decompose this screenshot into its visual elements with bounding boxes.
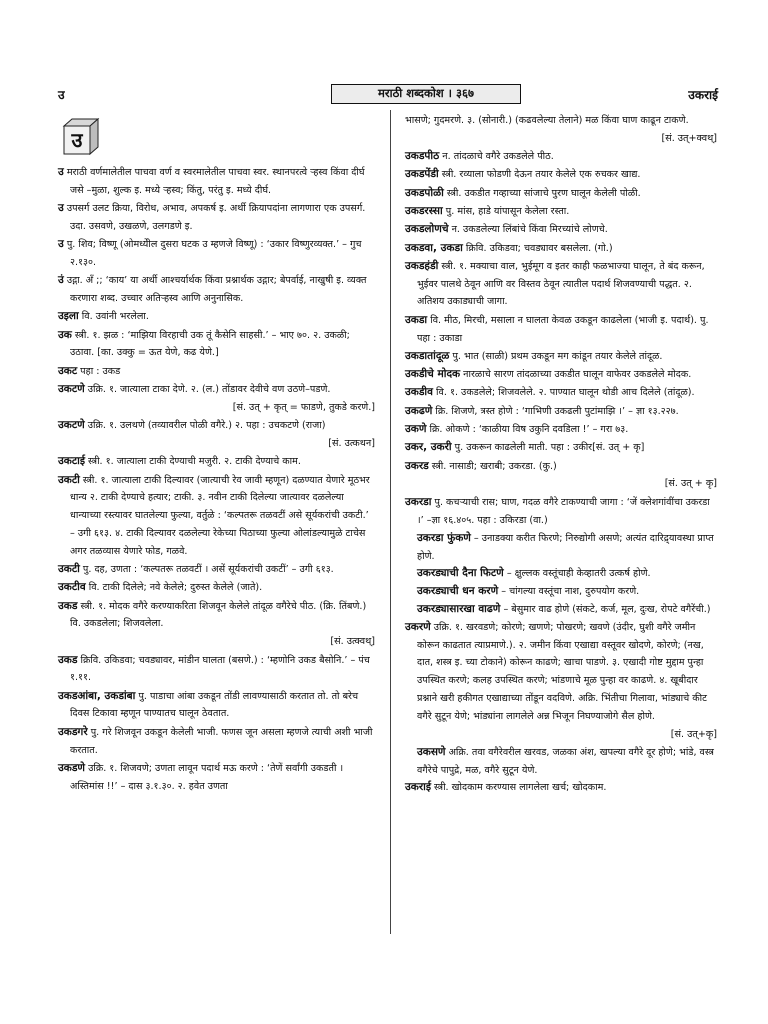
headword: उ	[58, 166, 64, 178]
header-title-box: मराठी शब्दकोश । ३६७	[331, 84, 521, 104]
dictionary-entry	[58, 472, 375, 561]
headword: उकटणे	[58, 419, 85, 432]
definition: पहा : उकड	[77, 365, 121, 377]
letter-cube-icon	[60, 116, 100, 156]
headword: उ	[58, 202, 64, 215]
definition: न. उकडलेल्या लिंबांचे किंवा मिरच्यांचे लोणचे.	[448, 224, 608, 236]
header-letter: उ	[58, 88, 65, 102]
headword: उ	[58, 238, 64, 251]
dictionary-subentry	[405, 583, 717, 601]
definition: स्त्री. १. जात्याला टाकी देण्याची मजुरी. २. टाकी देण्याचे काम.	[85, 456, 301, 468]
definition: वि. टाकी दिलेले; नवे केलेले; दुरुस्त केलेले (जाते).	[85, 582, 263, 594]
headword: उकडपेंडी	[405, 168, 439, 181]
dictionary-entry	[58, 236, 375, 272]
definition: – बेसुमार वाढ होणे (संकटे, कर्ज, मूल, दुःख, रोपटे वगैरेंची.)	[500, 604, 711, 616]
dictionary-entry	[58, 561, 375, 579]
headword: उकरडा	[405, 495, 432, 508]
dictionary-subentry	[405, 601, 717, 619]
left-column	[58, 164, 375, 796]
headword: उकडीचे मोदक	[405, 368, 461, 381]
dictionary-entry	[58, 453, 375, 471]
dictionary-entry	[405, 384, 717, 402]
definition: स्त्री. रव्याला फोडणी देऊन तयार केलेले एक रुचकर खाद्य.	[438, 169, 641, 181]
definition: उक्रि. १. उलथणे (तव्यावरील पोळी वगैरे.) २. पहा : उचकटणे (राजा)	[84, 420, 326, 432]
dictionary-subentry	[405, 565, 717, 583]
dictionary-subentry	[405, 530, 717, 566]
definition: अक्रि. तवा वगैरेवरील खरवड, जळका अंश, खपल्या वगैरे दूर होणे; भांडे, वस्त्र वगैरेचे पापुद्रे, मळ, वगैरे सुटून येणे.	[417, 746, 714, 776]
dictionary-entry	[405, 221, 717, 239]
definition: वि. १. उकडलेले; शिजवलेले. २. पाण्यात घालून थोडी आच दिलेले (तांदूळ).	[433, 387, 695, 399]
definition: उद्गा. अँ ;; ‘काय’ या अर्थी आश्चर्यार्थक किंवा प्रश्नार्थक उद्गार; बेपर्वाई, नाखुषी इ. व्यक्त करणारा शब्द. उच्चार अतिऱ्हस्व आणि अनुनासिक.	[63, 275, 367, 305]
headword: उकडवा, उकडा	[405, 241, 463, 254]
definition: स्त्री. खोदकाम करण्यास लागलेला खर्च; खोदकाम.	[431, 782, 607, 794]
dictionary-entry	[405, 240, 717, 258]
dictionary-entry	[58, 417, 375, 453]
headword: उकडगरे	[58, 725, 88, 738]
right-column	[405, 112, 717, 798]
headword: उकडहंडी	[405, 259, 439, 272]
headword: उकडा	[405, 313, 428, 326]
definition: – क्षुल्लक वस्तूंचाही केव्हातरी उत्कर्ष होणे.	[503, 568, 651, 580]
dictionary-entry	[405, 619, 717, 744]
definition: पु. मांस, हाडे यांपासून केलेला रस्ता.	[442, 205, 570, 217]
headword: उकटीव	[58, 581, 86, 594]
dictionary-entry	[405, 185, 717, 203]
column-divider	[390, 110, 391, 934]
definition: न. तांदळाचे वगैरे उकडलेले पीठ.	[439, 151, 554, 163]
definition: – उनाडक्या करीत फिरणे; निरुद्योगी असणे; अत्यंत दारिद्र्यावस्था प्राप्त होणे.	[417, 532, 714, 562]
definition: क्रिवि. उकिडवा; चवड्यावर, मांडीन घालता (बसणे.) : ‘म्हणोनि उकड बैसोनि.’ – पंच १.११.	[70, 654, 370, 684]
headword: उकटी	[58, 473, 80, 486]
etymology: [सं. उत् + कृ]	[664, 478, 717, 490]
headword: उं	[58, 274, 64, 287]
definition: नारळाचे सारण तांदळाच्या उकडीत घालून वाफेवर उकडलेले मोदक.	[460, 369, 692, 381]
dictionary-entry	[405, 366, 717, 384]
headword: उकढणे	[405, 404, 433, 417]
definition: पु. दह, उणता : ‘कल्पतरू तळवटीं । असें सूर्यकरांची उकटीं’ – उगी ६१३.	[79, 564, 334, 576]
headword: उकडणे	[58, 761, 86, 774]
definition: स्त्री. उकडीत गव्हाच्या सांजाचे पुरण घालून केलेली पोळी.	[443, 187, 641, 199]
headword: उकरडा फुंकणे	[417, 531, 471, 544]
definition: स्त्री. १. मक्याचा वाल, भुईमूग व इतर काही फळभाज्या घालून, ते बंद करून, भुईवर पालथे ठेवून आणि वर विस्तव ठेवून त्यातील पदार्थ शिजवण्याची पद्धत. २. अतिशय उकाड्याची जागा.	[417, 260, 705, 308]
page-header	[58, 84, 718, 104]
definition: पु. गरे शिजवून उकडून केलेली भाजी. फणस जून असला म्हणजे त्याची अशी भाजी करतात.	[70, 726, 373, 756]
headword: उकरड	[405, 459, 429, 472]
dictionary-entry	[58, 652, 375, 688]
definition: भासणे; गुदमरणे. ३. (सोनारी.) (कढवलेल्या तेलाने) मळ किंवा घाण काढून टाकणे.	[405, 115, 689, 126]
definition: उक्रि. १. जात्याला टाका देणे. २. (ल.) तोंडावर देवीचे वण उठणे–पडणे.	[84, 384, 331, 396]
dictionary-entry	[58, 598, 375, 651]
dictionary-entry	[58, 688, 375, 724]
headword: उकडातांदूळ	[405, 349, 450, 362]
headword: उक	[58, 328, 72, 341]
definition: स्त्री. १. मोदक वगैरे करण्याकरिता शिजवून केलेले तांदूळ वगैरेचे पीठ. (क्रि. तिंबणे.) वि. उकडलेला; शिजवलेला.	[70, 600, 367, 630]
etymology: [सं. उत्कथन]	[328, 437, 375, 449]
definition: वि. मीठ, मिरची, मसाला न घालता केवळ उकडून काढलेला (भाजी इ. पदार्थ). पु. पहा : उकाडा	[417, 314, 709, 344]
dictionary-entry	[405, 258, 717, 311]
headword: उकड	[58, 653, 78, 666]
dictionary-entry	[58, 200, 375, 236]
dictionary-subentry	[405, 744, 717, 780]
headword: उकर, उकरी	[405, 441, 452, 454]
definition: क्रि. ओकणे : ‘काळीया विष उकुनि दवडिला !’ – गरा ७३.	[426, 424, 629, 436]
definition: स्त्री. १. झळ : ‘माझिया विरहाची उक तूं कैसेनि साहसी.’ – भाए ७०. २. उकळी; उठावा. [का. उक्कु = ऊत येणे, कढ येणे.]	[70, 329, 350, 359]
headword: उकटी	[58, 563, 80, 576]
definition: पु. कचऱ्याची रास; घाण, गदळ वगैरे टाकण्याची जागा : ‘जें क्लेशगांवींचा उकरडा ।’ –ज्ञा १६.४०५. पहा : उकिरडा (वा.)	[417, 496, 710, 526]
definition: पु. भात (साळी) प्रथम उकडून मग कांडून तयार केलेले तांदूळ.	[449, 350, 663, 362]
dictionary-entry	[405, 403, 717, 421]
dictionary-entry	[58, 363, 375, 381]
dictionary-entry	[58, 381, 375, 417]
etymology: [सं. उत्क्वथ्]	[330, 636, 375, 648]
dictionary-entry	[58, 272, 375, 308]
headword: उकडआंबा, उकडांबा	[58, 689, 136, 702]
dictionary-entry	[405, 421, 717, 439]
headword: उकट	[58, 364, 78, 377]
headword: उकराई	[405, 781, 431, 794]
dictionary-entry	[58, 164, 375, 200]
headword: उकरड्याची धन करणे	[417, 585, 499, 598]
dictionary-entry	[405, 439, 717, 457]
definition: मराठी वर्णमालेतील पाचवा वर्ण व स्वरमालेतील पाचवा स्वर. स्थानपरत्वे ऱ्हस्व किंवा दीर्घ जसे –मुळा, शुल्क इ. मध्ये ऱ्हस्व; किंतु, परंतु इ. मध्ये दीर्घ.	[63, 167, 365, 196]
headword: उकडपोळी	[405, 186, 444, 199]
headword: उकडलोणचे	[405, 223, 449, 236]
dictionary-entry	[405, 203, 717, 221]
dictionary-entry	[405, 312, 717, 348]
dictionary-entry	[405, 148, 717, 166]
definition: स्त्री. नासाडी; खराबी; उकरडा. (कु.)	[428, 460, 557, 472]
dictionary-entry	[405, 494, 717, 530]
headword: उकरड्यासारखा वाढणे	[417, 603, 501, 616]
headword: उकडपीठ	[405, 150, 440, 163]
headword: उइला	[58, 310, 79, 323]
definition: क्रिवि. उकिडवा; चवड्यावर बसलेला. (गो.)	[462, 242, 613, 254]
headword: उकडीव	[405, 386, 433, 399]
headword: उकसणे	[417, 745, 446, 758]
big-letter: उ	[71, 128, 83, 152]
header-guide-word: उकराई	[688, 88, 718, 102]
definition: स्त्री. १. जात्याला टाकी दिल्यावर (जात्याची रेव जावी म्हणून) दळण्यात येणारे मूठभर धान्य २. टाकी देण्याचे हत्यार; टाकी. ३. नवीन टाकी दिलेल्या जात्यावर दळलेल्या धान्याच्या रस्त्यावर घातलेल्या फुल्या, वर्तुळे : ‘कल्पतरू तळवटीं असे सूर्यकरांची उकटी.’ – उगी ६१३. ४. टाकी दिल्यावर दळलेल्या रेकेच्या पिठाच्या फुल्या ओलांडल्यामुळे टाचेस अगर तळव्यास येणारे फोड, गळवे.	[70, 474, 370, 557]
dictionary-entry	[58, 308, 375, 326]
etymology: [सं. उत्+कृ]	[670, 728, 717, 740]
dictionary-entry	[405, 348, 717, 366]
definition: उपसर्ग उलट क्रिया, विरोध, अभाव, अपकर्ष इ. अर्थी क्रियापदांना लागणारा एक उपसर्ग. उदा. उसवणे, उखळणे, उलगडणे इ.	[63, 203, 366, 232]
headword: उकड	[58, 599, 78, 612]
headword: उकटणे	[58, 383, 85, 396]
headword: उकरड्याची दैना फिटणे	[417, 567, 504, 580]
definition: – चांगल्या वस्तूंचा नाश, दुरुपयोग करणे.	[498, 586, 640, 598]
etymology: [सं. उत्+क्वथ्]	[661, 132, 717, 144]
headword: उकटाई	[58, 455, 85, 468]
dictionary-entry	[58, 327, 375, 363]
dictionary-entry	[405, 112, 717, 148]
definition: पु. शिव; विष्णू (ओमध्येील दुसरा घटक उ म्हणजे विष्णू) : ‘उकार विष्णुरव्यक्त.’ – गुच २.१३०.	[63, 239, 362, 268]
definition: वि. उवांनी भरलेला.	[78, 311, 149, 323]
definition: उक्रि. १. शिजवणे; उणता लावून पदार्थ मऊ करणे : ‘तेणें सर्वांगी उकडती । अस्तिमांस !!’ – दास ३.१.३०. २. हवेत उणता	[70, 762, 344, 792]
definition: उक्रि. १. खरवडणे; कोरणे; खणणे; पोखरणे; खवणे (उंदीर, घुशी वगैरे जमीन कोरून काढतात त्याप्रमाणे.). २. जमीन किंवा एखाद्या वस्तूवर खोदणे, कोरणे; (नख, दात, शस्त्र इ. च्या टोकाने) कोरून काढणे; खाचा पाडणे. ३. एखादी गोष्ट मुद्दाम पुन्हा उपस्थित करणे; कलह उपस्थित करणे; भांडणाचे मूळ पुन्हा वर काढणे. ४. खूबीदार प्रश्नाने खरी हकीगत एखाद्याच्या तोंडून वदविणे. अक्रि. भिंतीचा गिलावा, भांड्याचे कीट वगैरे सुटून येणे; भांड्यांना लागलेले अन्न भिजून निघण्याजोगे सैल होणे.	[417, 621, 707, 722]
headword: उकणे	[405, 423, 427, 436]
dictionary-entry	[405, 458, 717, 494]
dictionary-entry	[58, 760, 375, 796]
dictionary-entry	[405, 779, 717, 797]
headword: उकडरस्सा	[405, 204, 443, 217]
dictionary-entry	[58, 724, 375, 760]
etymology: [सं. उत् + कृत् = फाडणे, तुकडे करणे.]	[232, 401, 375, 413]
definition: पु. उकरून काढलेली माती. पहा : उकीर[सं. उत् + कृ]	[451, 442, 645, 454]
definition: पु. पाडाचा आंबा उकडून तोंडी लावण्यासाठी करतात तो. तो बरेच दिवस टिकावा म्हणून पाण्यातच घालून ठेवतात.	[70, 690, 359, 720]
dictionary-entry	[58, 579, 375, 597]
headword: उकरणे	[405, 620, 431, 633]
dictionary-entry	[405, 166, 717, 184]
definition: क्रि. शिजणे, त्रस्त होणे : ‘गाभिणी उकढली पुटांमाझि ।’ – ज्ञा १३.२२७.	[432, 405, 679, 417]
